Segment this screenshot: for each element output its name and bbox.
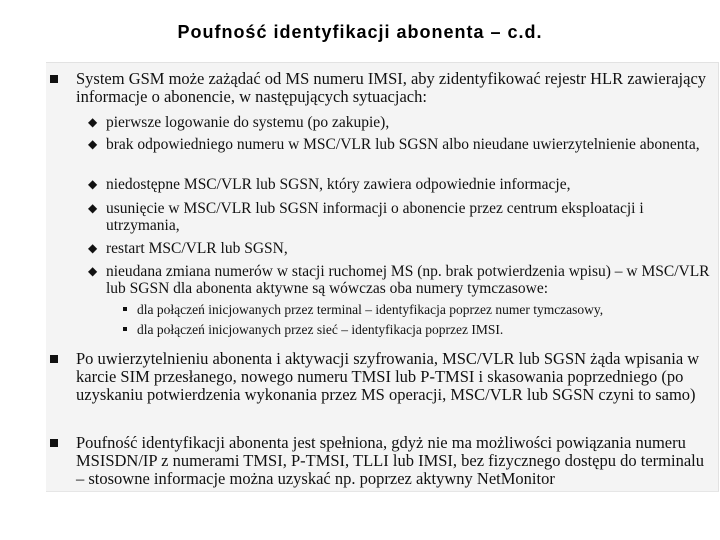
sub-item-text: brak odpowiedniego numeru w MSC/VLR lub SGSN albo nieudane uwierzytelnienie abonenta, — [106, 136, 700, 153]
square-bullet-icon — [50, 439, 58, 447]
bullet-text: Po uwierzytelnieniu abonenta i aktywacji szyfrowania, MSC/VLR lub SGSN żąda wpisania w karcie SIM przesłanego, nowego numeru TMSI lub P-TMSI i skasowania poprzedniego (po uzyskaniu potwierdzenia wykonania przez MS operacji, MSC/VLR lub SGSN czyni to samo) — [76, 349, 700, 404]
sub-item-first-login — [88, 114, 716, 131]
square-bullet-icon — [50, 75, 58, 83]
sub-item-text: usunięcie w MSC/VLR lub SGSN informacji o abonencie przez centrum eksploatacji i utrzymania, — [106, 200, 644, 234]
bullet-item-tmsi-update — [76, 350, 716, 404]
sub-item-missing-number — [88, 136, 716, 153]
subsub-item-text: dla połączeń inicjowanych przez sieć – identyfikacja poprzez IMSI. — [137, 322, 504, 337]
bullet-text: Poufność identyfikacji abonenta jest spełniona, gdyż nie ma możliwości powiązania numeru MSISDN/IP z numerami TMSI, P-TMSI, TLLI lub IMSI, bez fizycznego dostępu do terminalu – stosowne informacje można uzyskać np. poprzez aktywny NetMonitor — [76, 433, 704, 488]
sub-item-failed-change — [88, 263, 716, 297]
sub-item-text: pierwsze logowanie do systemu (po zakupie), — [106, 114, 390, 131]
diamond-bullet-icon: ◆ — [88, 177, 98, 191]
bullet-text: System GSM może zażądać od MS numeru IMSI, aby zidentyfikować rejestr HLR zawierający informacje o abonencie, w następujących sytuacjach: — [76, 69, 707, 106]
square-bullet-icon — [50, 355, 58, 363]
sub-item-unavailable-msc — [88, 176, 716, 193]
slide-title: Poufność identyfikacji abonenta – c.d. — [177, 22, 543, 42]
sub-item-text: restart MSC/VLR lub SGSN, — [106, 240, 288, 257]
sub-item-text: nieudana zmiana numerów w stacji ruchomej MS (np. brak potwierdzenia wpisu) – w MSC/VLR lub SGSN dla abonenta aktywne są wówczas oba numery tymczasowe: — [106, 263, 710, 297]
diamond-bullet-icon: ◆ — [88, 201, 98, 215]
subsub-item-terminal-initiated — [137, 302, 717, 318]
square-bullet-icon — [123, 307, 127, 311]
bullet-item-confidentiality — [76, 434, 716, 488]
sub-item-deleted-info — [88, 200, 716, 234]
diamond-bullet-icon: ◆ — [88, 115, 98, 129]
diamond-bullet-icon: ◆ — [88, 241, 98, 255]
bullet-item-imsi-request — [76, 70, 716, 106]
diamond-bullet-icon: ◆ — [88, 137, 98, 151]
diamond-bullet-icon: ◆ — [88, 264, 98, 278]
sub-item-restart — [88, 240, 716, 257]
sub-item-text: niedostępne MSC/VLR lub SGSN, który zawiera odpowiednie informacje, — [106, 176, 571, 193]
subsub-item-text: dla połączeń inicjowanych przez terminal – identyfikacja poprzez numer tymczasowy, — [137, 302, 604, 317]
subsub-item-network-initiated — [137, 322, 717, 338]
square-bullet-icon — [123, 327, 127, 331]
